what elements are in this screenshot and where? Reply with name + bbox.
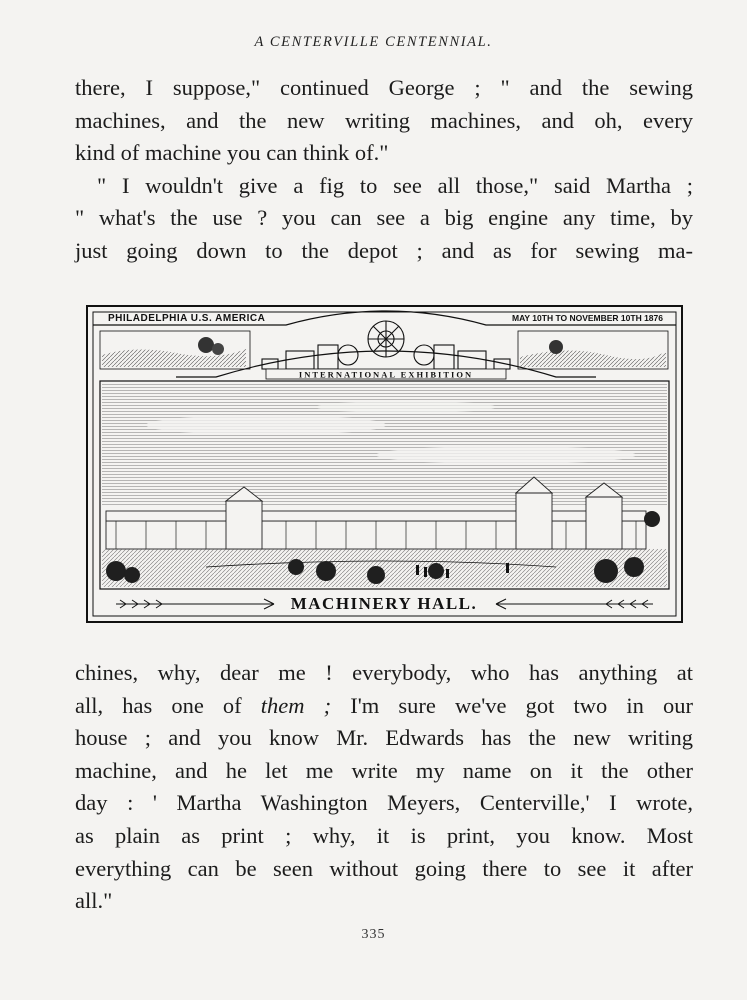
running-head: A CENTERVILLE CENTENNIAL. <box>254 34 493 50</box>
text-line: kind of machine you can think of." <box>75 140 389 166</box>
banner-text: INTERNATIONAL EXHIBITION <box>298 369 474 380</box>
engraving-title: MACHINERY HALL. <box>290 594 478 613</box>
text-line: everything can be seen without going there to see it after <box>75 855 693 881</box>
text-block-top <box>75 72 693 268</box>
top-left-caption: PHILADELPHIA U.S. AMERICA <box>108 313 266 324</box>
text-line: " what's the use ? you can see a big engine any time, by <box>75 205 693 231</box>
top-right-caption: MAY 10TH TO NOVEMBER 10TH 1876 <box>511 313 663 323</box>
text-line: day : ' Martha Washington Meyers, Centerville,' I wrote, <box>75 790 693 816</box>
text-line: all." <box>75 888 113 914</box>
text-line: machine, and he let me write my name on it the other <box>75 757 693 783</box>
text-line: " I wouldn't give a fig to see all those," said Martha ; <box>97 172 693 198</box>
page-number: 335 <box>361 927 386 942</box>
text-line: chines, why, dear me ! everybody, who has anything at <box>75 660 693 685</box>
text-line: there, I suppose," continued George ; " and the sewing <box>75 75 693 100</box>
text-line: just going down to the depot ; and as for sewing ma- <box>75 237 693 263</box>
text-line: as plain as print ; why, it is print, you know. Most <box>75 822 693 848</box>
emphasis: them ; <box>260 692 332 718</box>
text-line: all, has one of them ; I'm sure we've got two in our <box>75 692 693 718</box>
text-line: machines, and the new writing machines, and oh, every <box>75 107 693 133</box>
hall-scene <box>100 381 669 589</box>
text-line: house ; and you know Mr. Edwards has the new writing <box>75 725 693 751</box>
text-block-bottom <box>75 657 693 918</box>
machinery-hall-engraving <box>86 305 683 623</box>
